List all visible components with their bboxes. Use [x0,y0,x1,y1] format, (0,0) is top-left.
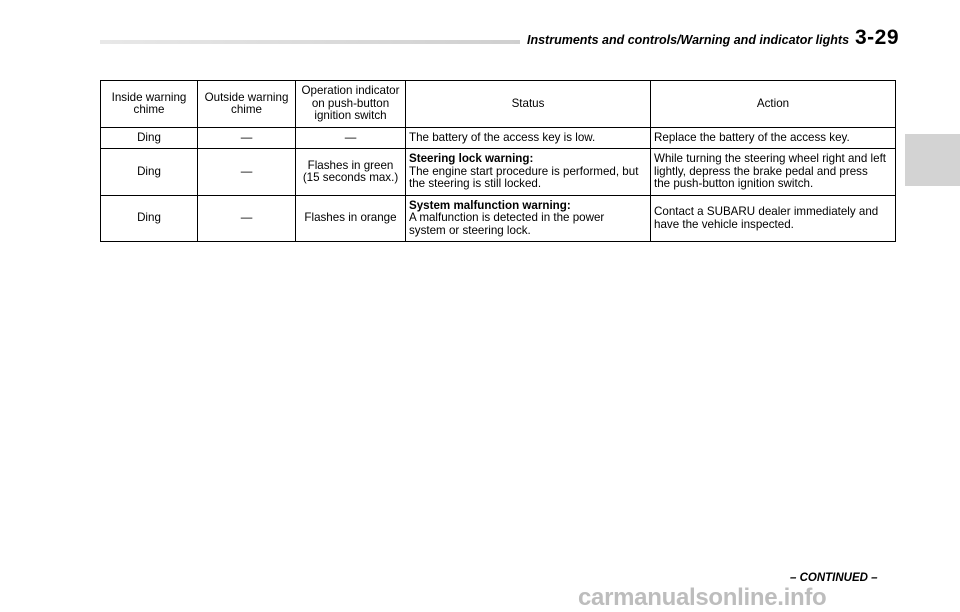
section-title: Instruments and controls/Warning and indicator lights [527,33,850,47]
col-header-outside: Outside warning chime [198,81,296,128]
col-header-inside: Inside warning chime [101,81,198,128]
col-header-action: Action [651,81,896,128]
table-row [101,128,896,149]
status-title: System malfunction warning: [409,198,571,212]
cell-action: Contact a SUBARU dealer immediately and have the vehicle inspected. [651,196,896,242]
cell-action: Replace the battery of the access key. [651,128,896,149]
col-header-operation: Operation indicator on push-button ignition switch [296,81,406,128]
cell-outside: — [198,128,296,149]
watermark: carmanualsonline.info [578,584,827,611]
page-number: 3-29 [855,26,900,49]
cell-operation: — [296,128,406,149]
cell-status: System malfunction warning: A malfunction is detected in the power system or steering lock. [406,196,651,242]
side-tab-marker [905,134,960,186]
cell-outside: — [198,196,296,242]
cell-operation: Flashes in orange [296,196,406,242]
cell-operation: Flashes in green (15 seconds max.) [296,149,406,196]
cell-status: Steering lock warning: The engine start procedure is performed, but the steering is still locked. [406,149,651,196]
status-title: Steering lock warning: [409,152,534,166]
cell-outside: — [198,149,296,196]
continued-note: – CONTINUED – [790,572,878,584]
cell-status: The battery of the access key is low. [406,128,651,149]
header-rule [100,40,520,44]
cell-inside: Ding [101,196,198,242]
warning-chime-table [100,80,896,242]
cell-inside: Ding [101,128,198,149]
table-header-row [101,81,896,128]
cell-action: While turning the steering wheel right and left lightly, depress the brake pedal and press the push-button ignition switch. [651,149,896,196]
table-row [101,149,896,196]
table-row [101,196,896,242]
cell-inside: Ding [101,149,198,196]
col-header-status: Status [406,81,651,128]
